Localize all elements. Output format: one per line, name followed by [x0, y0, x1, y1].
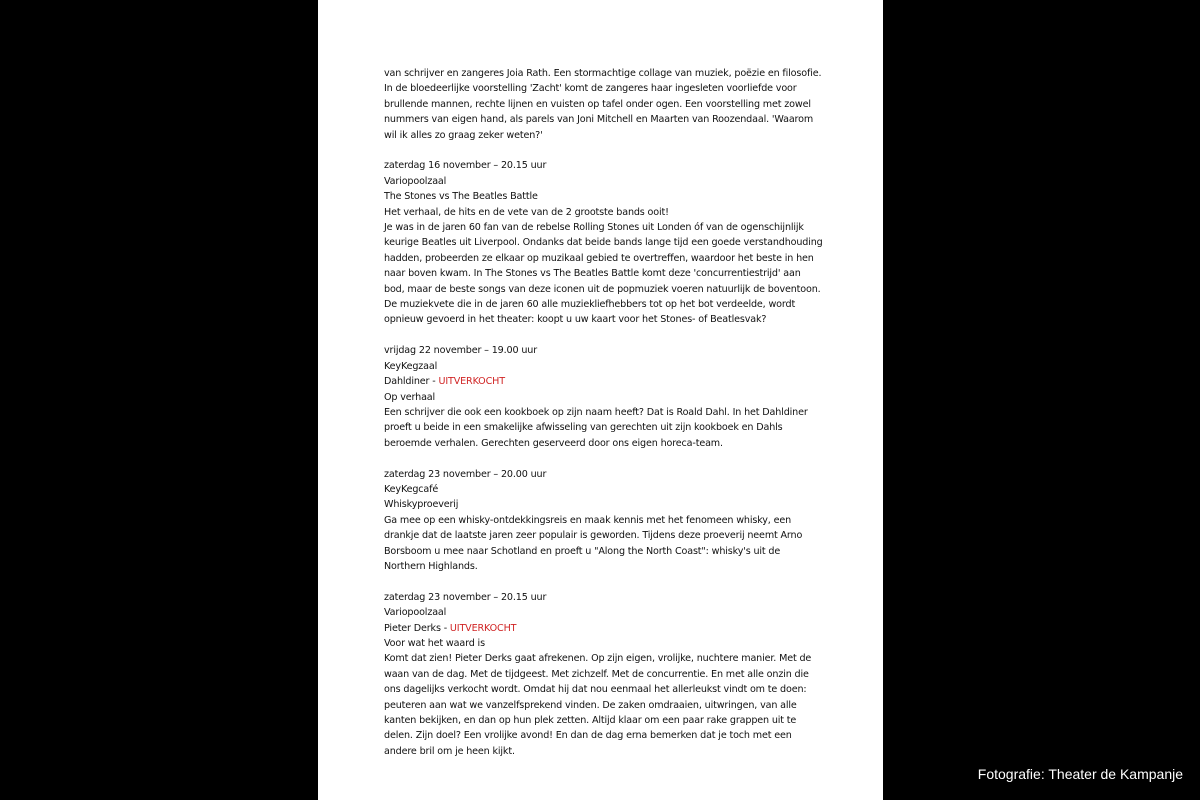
event-title [384, 189, 824, 204]
event-dahldiner [384, 343, 824, 451]
spacer [384, 328, 824, 343]
sold-out-label: UITVERKOCHT [438, 376, 505, 388]
event-stones-beatles [384, 158, 824, 327]
event-subtitle: Het verhaal, de hits en de vete van de 2 grootste bands ooit! [384, 206, 669, 218]
spacer [384, 574, 824, 589]
intro-paragraph: van schrijver en zangeres Joia Rath. Een stormachtige collage van muziek, poëzie en filosofie. In de bloedeerlijke voorstelling 'Zacht' komt de zangeres haar ingesleten voorliefde voor brullende mannen, rechte lijnen en vuisten op tafel onder ogen. Een voorstelling met zowel nummers van eigen hand, als parels van Joni Mitchell en Maarten van Roozendaal. 'Waarom wil ik alles zo graag zeker weten?' [384, 68, 822, 141]
event-date: zaterdag 23 november – 20.00 uur [384, 468, 547, 480]
event-pieter-derks [384, 590, 824, 759]
event-venue: KeyKegcafé [384, 483, 439, 495]
event-description: Ga mee op een whisky-ontdekkingsreis en maak kennis met het fenomeen whisky, een drankje dat de laatste jaren zeer populair is geworden. Tijdens deze proeverij neemt Arno Borsboom u mee naar Schotland en proeft u "Along the North Coast": whisky's uit de Northern Highlands. [384, 514, 803, 572]
event-subtitle: Op verhaal [384, 391, 436, 403]
event-title-text: Pieter Derks - [384, 622, 450, 634]
event-description: Komt dat zien! Pieter Derks gaat afrekenen. Op zijn eigen, vrolijke, nuchtere manier. Met de waan van de dag. Met de tijdgeest. Met zichzelf. Met de concurrentie. En met alle onzin die ons dagelijks verkocht wordt. Omdat hij dat nou eenmaal het allerleukst vindt om te doen: peuteren aan wat we vanzelfsprekend vinden. De zaken omdraaien, uitwringen, van alle kanten bekijken, en dan op hun plek zetten. Altijd klaar om een paar rake grappen uit te delen. Zijn doel? Een vrolijke avond! En dan de dag erna bemerken dat je toch met een andere bril om je heen kijkt. [384, 653, 812, 757]
document-content [384, 66, 824, 759]
event-whiskyproeverij [384, 467, 824, 575]
event-title-text: Dahldiner - [384, 376, 439, 388]
event-venue: KeyKegzaal [384, 360, 438, 372]
event-title [384, 374, 824, 389]
spacer [384, 451, 824, 466]
event-title [384, 497, 824, 512]
event-subtitle: Voor wat het waard is [384, 637, 485, 649]
event-title [384, 621, 824, 636]
photo-credit: Fotografie: Theater de Kampanje [977, 766, 1183, 782]
event-venue: Variopoolzaal [384, 607, 447, 619]
spacer [384, 143, 824, 158]
event-title-text: The Stones vs The Beatles Battle [384, 191, 538, 203]
event-title-text: Whiskyproeverij [384, 499, 459, 511]
sold-out-label: UITVERKOCHT [449, 622, 517, 634]
event-venue: Variopoolzaal [384, 175, 447, 187]
event-description: Je was in de jaren 60 fan van de rebelse Rolling Stones uit Londen óf van de ogenschijnlijk keurige Beatles uit Liverpool. Ondanks dat beide bands lange tijd een goede verstandhouding hadden, probeerden ze elkaar op muzikaal gebied te overtreffen, waardoor het beste in hen naar boven kwam. In The Stones vs The Beatles Battle komt deze 'concurrentiestrijd' aan bod, maar de beste songs van deze iconen uit de popmuziek voeren natuurlijk de boventoon. De muziekvete die in de jaren 60 alle muziekliefhebbers tot op het bot verdeelde, wordt opnieuw gevoerd in het theater: koopt u uw kaart voor het Stones- of Beatlesvak? [384, 222, 823, 326]
document-page [318, 0, 883, 800]
event-date: zaterdag 23 november – 20.15 uur [384, 591, 547, 603]
event-date: zaterdag 16 november – 20.15 uur [384, 160, 547, 172]
event-description: Een schrijver die ook een kookboek op zijn naam heeft? Dat is Roald Dahl. In het Dahldiner proeft u beide in een smakelijke afwisseling van gerechten uit zijn kookboek en Dahls beroemde verhalen. Gerechten geserveerd door ons eigen horeca-team. [384, 406, 808, 449]
event-date: vrijdag 22 november – 19.00 uur [384, 345, 537, 357]
